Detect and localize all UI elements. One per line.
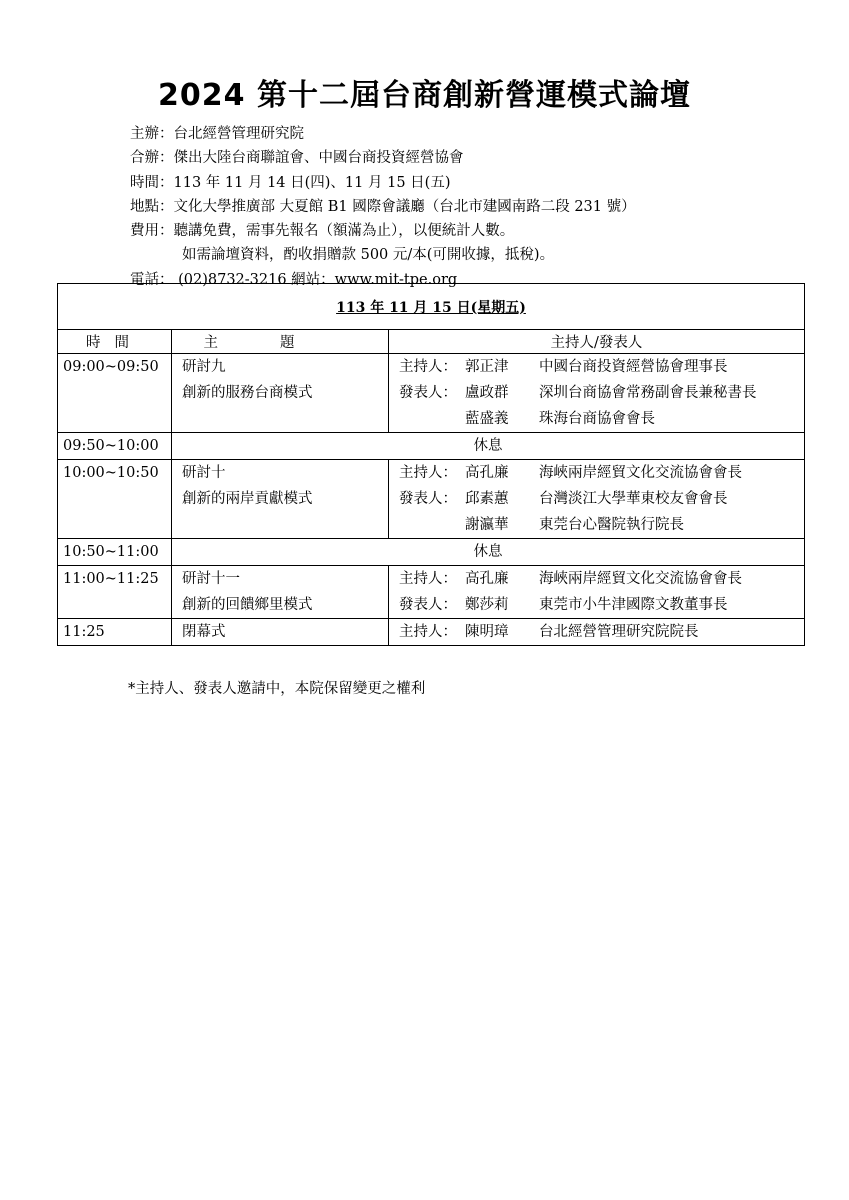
person-line: 主持人： 陳明璋 台北經營管理研究院院長	[399, 624, 699, 640]
event-info	[130, 122, 636, 292]
header-people: 主持人/發表人	[389, 330, 805, 354]
organizer-line: 主辦：台北經營管理研究院	[130, 126, 304, 142]
person-line: 發表人： 盧政群 深圳台商協會常務副會長兼秘書長	[399, 385, 757, 401]
session-title: 研討十	[182, 465, 226, 481]
table-header-row	[58, 330, 805, 354]
break-time: 10:50~11:00	[58, 539, 172, 566]
table-row	[58, 539, 805, 566]
person-line: 主持人： 高孔廉 海峽兩岸經貿文化交流協會會長	[399, 571, 742, 587]
person-line: 發表人： 鄭莎莉 東莞市小牛津國際文教董事長	[399, 597, 728, 613]
break-time: 09:50~10:00	[58, 433, 172, 460]
schedule-date: 113 年 11 月 15 日(星期五)	[58, 284, 805, 330]
fee-note-line: 如需論壇資料，酌收捐贈款 500 元/本(可開收據，抵稅)。	[182, 247, 555, 264]
person-line: 謝瀛華 東莞台心醫院執行院長	[465, 517, 684, 533]
table-row	[58, 619, 805, 646]
person-line: 發表人： 邱素蕙 台灣淡江大學華東校友會會長	[399, 491, 728, 507]
schedule-table	[57, 283, 805, 646]
table-row	[58, 566, 805, 619]
co-organizer-line: 合辦：傑出大陸台商聯誼會、中國台商投資經營協會	[130, 150, 464, 167]
person-line: 主持人： 郭正津 中國台商投資經營協會理事長	[399, 359, 728, 375]
fee-line: 費用：聽講免費，需事先報名（額滿為止），以便統計人數。	[130, 223, 515, 240]
header-time: 時間	[58, 330, 172, 354]
contact-line: 電話： (02)8732-3216 網站：www.mit-tpe.org	[130, 271, 458, 288]
person-line: 主持人： 高孔廉 海峽兩岸經貿文化交流協會會長	[399, 465, 742, 481]
session-title: 研討十一	[182, 571, 240, 587]
session-time: 11:00~11:25	[63, 571, 159, 587]
location-line: 地點：文化大學推廣部 大夏館 B1 國際會議廳（台北市建國南路二段 231 號）	[130, 198, 636, 215]
session-time: 11:25	[63, 624, 105, 640]
table-row	[58, 433, 805, 460]
session-topic: 創新的兩岸貢獻模式	[182, 491, 313, 507]
page-title: 2024 第十二屆台商創新營運模式論壇	[158, 78, 691, 113]
session-time: 09:00~09:50	[63, 359, 159, 375]
session-title: 研討九	[182, 359, 226, 375]
session-topic: 創新的服務台商模式	[182, 385, 313, 401]
session-topic: 創新的回饋鄉里模式	[182, 597, 313, 613]
session-time: 10:00~10:50	[63, 465, 159, 481]
table-row	[58, 460, 805, 539]
person-line: 藍盛義 珠海台商協會會長	[465, 411, 655, 427]
break-label: 休息	[172, 433, 805, 460]
session-title: 閉幕式	[182, 624, 226, 640]
footnote: *主持人、發表人邀請中，本院保留變更之權利	[128, 681, 426, 697]
header-topic: 主題	[172, 330, 389, 354]
break-label: 休息	[172, 539, 805, 566]
table-row	[58, 354, 805, 433]
time-line: 時間：113 年 11 月 14 日(四)、11 月 15 日(五)	[130, 174, 451, 191]
